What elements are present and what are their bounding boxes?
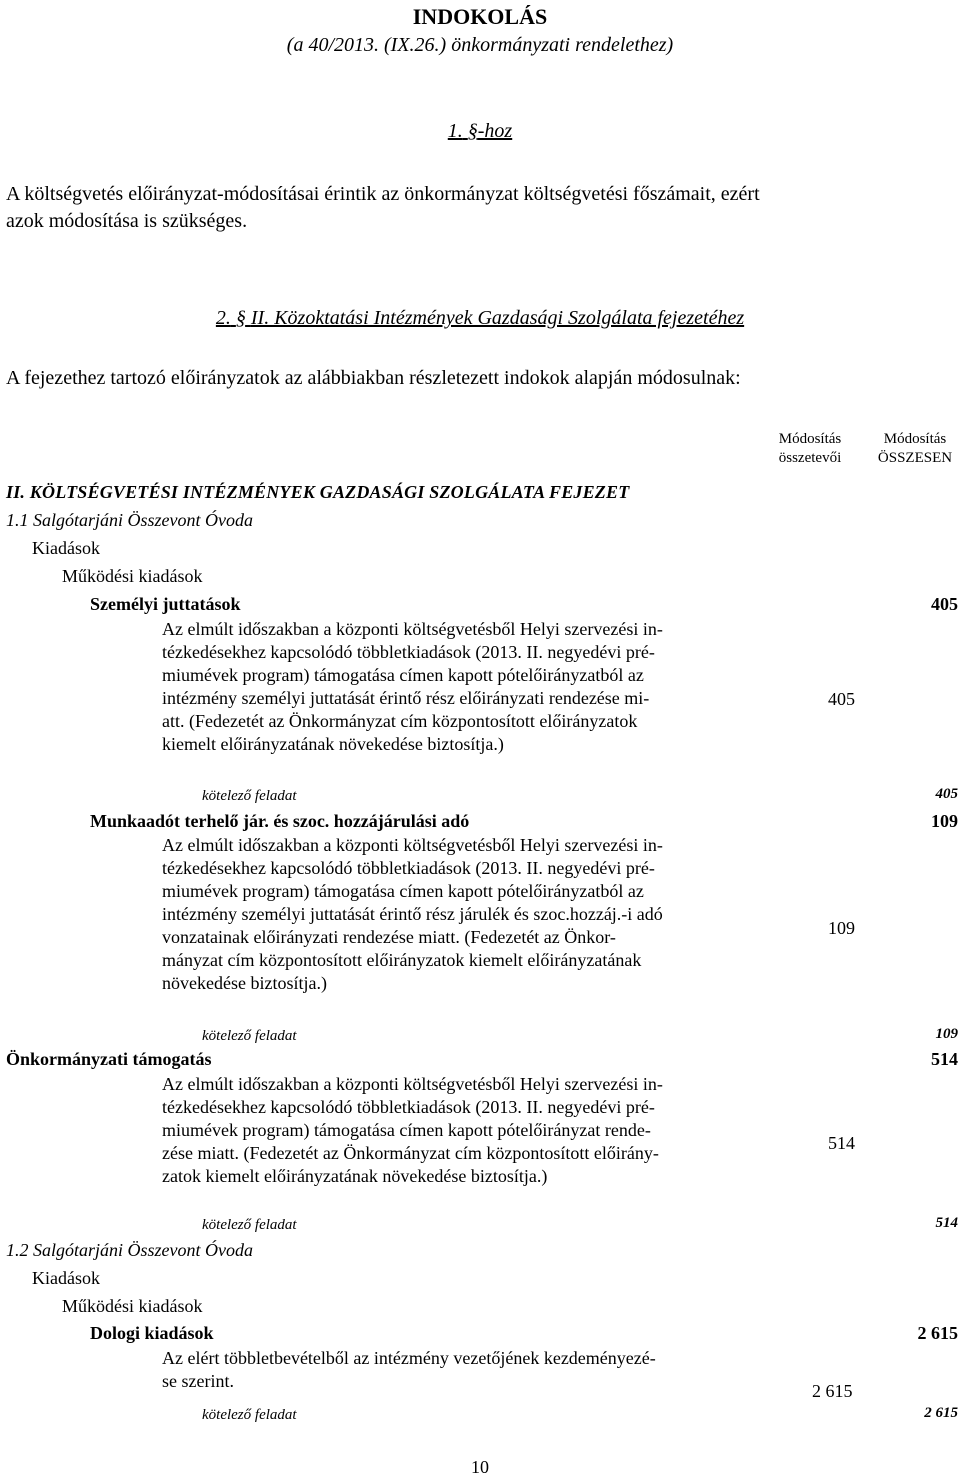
kotelezo-label: kötelező feladat — [202, 1217, 297, 1233]
description-line: miumévek program) támogatása címen kapott pótelőirányzat rende- — [162, 1120, 651, 1140]
item-description — [162, 1347, 754, 1393]
column-header-total: Módosítás ÖSSZESEN — [877, 431, 953, 466]
item-total: 405 — [931, 594, 958, 614]
kotelezo-value: 2 615 — [924, 1405, 958, 1421]
description-line: Az elmúlt időszakban a központi költségvetésből Helyi szervezési in- — [162, 1074, 663, 1094]
item-name: Dologi kiadások — [90, 1323, 214, 1343]
section1-heading — [0, 120, 960, 143]
kotelezo-value: 405 — [935, 786, 958, 802]
document-subtitle: (a 40/2013. (IX.26.) önkormányzati rendelethez) — [286, 34, 674, 56]
unit2-title: 1.2 Salgótarjáni Összevont Óvoda — [6, 1240, 253, 1260]
page-number: 10 — [471, 1457, 489, 1477]
section1-number: 1. — [447, 120, 463, 142]
kotelezo-value: 109 — [935, 1026, 958, 1042]
description-line: zése miatt. (Fedezetét az Önkormányzat cím központosított előirány- — [162, 1143, 659, 1163]
description-line: kiemelt előirányzatának növekedése biztosítja.) — [162, 734, 504, 754]
description-line: vonzatainak előirányzati rendezése miatt. (Fedezetét az Önkor- — [162, 927, 616, 947]
description-line: miumévek program) támogatása címen kapott pótelőirányzatból az — [162, 665, 644, 685]
column-header-components: Módosítás összetevői — [778, 431, 842, 466]
description-line: tézkedésekhez kapcsolódó többletkiadások (2013. II. negyedévi pré- — [162, 642, 655, 662]
description-line: zatok kiemelt előirányzatának növekedése biztosítja.) — [162, 1166, 548, 1186]
item-component-value: 405 — [828, 689, 855, 709]
kotelezo-label: kötelező feladat — [202, 1028, 297, 1044]
kotelezo-value: 514 — [935, 1215, 958, 1231]
section1-paragraph-line2: azok módosítása is szükséges. — [6, 210, 248, 232]
section2-paragraph: A fejezethez tartozó előirányzatok az alábbiakban részletezett indokok alapján módosulnak: — [6, 367, 741, 389]
item-name: Személyi juttatások — [90, 594, 241, 614]
description-line: mányzat cím központosított előirányzatok kiemelt előirányzatának — [162, 950, 642, 970]
item-description — [162, 1073, 754, 1188]
item-component-value: 109 — [828, 918, 855, 938]
item-name: Önkormányzati támogatás — [6, 1049, 212, 1069]
item-component-value: 2 615 — [812, 1381, 853, 1401]
chapter-heading: II. KÖLTSÉGVETÉSI INTÉZMÉNYEK GAZDASÁGI SZOLGÁLATA FEJEZET — [6, 482, 630, 502]
description-line: Az elmúlt időszakban a központi költségvetésből Helyi szervezési in- — [162, 619, 663, 639]
kotelezo-label: kötelező feladat — [202, 788, 297, 804]
description-line: miumévek program) támogatása címen kapott pótelőirányzatból az — [162, 881, 644, 901]
description-line: intézmény személyi juttatását érintő rész járulék és szoc.hozzáj.-i adó — [162, 904, 663, 924]
item-description — [162, 834, 754, 995]
document-title: INDOKOLÁS — [412, 4, 548, 29]
section2-number: 2. — [215, 307, 231, 329]
paragraph-symbol: § — [235, 307, 246, 329]
item-name: Munkaadót terhelő jár. és szoc. hozzájárulási adó — [90, 811, 470, 831]
item-description — [162, 618, 754, 756]
item-component-value: 514 — [828, 1133, 855, 1153]
unit1-title: 1.1 Salgótarjáni Összevont Óvoda — [6, 510, 253, 530]
kotelezo-label: kötelező feladat — [202, 1407, 297, 1423]
unit2-mukodesi: Működési kiadások — [62, 1296, 203, 1316]
section1-suffix: -hoz — [477, 120, 513, 142]
description-line: növekedése biztosítja.) — [162, 973, 327, 993]
unit2-kiadasok: Kiadások — [32, 1268, 100, 1288]
description-line: se szerint. — [162, 1371, 234, 1391]
section2-title: II. Közoktatási Intézmények Gazdasági Szolgálata fejezetéhez — [250, 307, 745, 329]
section2-heading — [0, 307, 960, 330]
description-line: Az elért többletbevételből az intézmény vezetőjének kezdeményezé- — [162, 1348, 656, 1368]
description-line: tézkedésekhez kapcsolódó többletkiadások (2013. II. negyedévi pré- — [162, 1097, 655, 1117]
item-total: 2 615 — [917, 1323, 958, 1343]
description-line: Az elmúlt időszakban a központi költségvetésből Helyi szervezési in- — [162, 835, 663, 855]
unit1-kiadasok: Kiadások — [32, 538, 100, 558]
description-line: tézkedésekhez kapcsolódó többletkiadások (2013. II. negyedévi pré- — [162, 858, 655, 878]
description-line: att. (Fedezetét az Önkormányzat cím központosított előirányzatok — [162, 711, 638, 731]
paragraph-symbol: § — [467, 120, 478, 142]
item-total: 514 — [931, 1049, 958, 1069]
unit1-mukodesi: Működési kiadások — [62, 566, 203, 586]
description-line: intézmény személyi juttatását érintő rész előirányzati rendezése mi- — [162, 688, 650, 708]
section1-paragraph-line1: A költségvetés előirányzat-módosításai érintik az önkormányzat költségvetési főszámait, ezért — [6, 183, 760, 205]
item-total: 109 — [931, 811, 958, 831]
